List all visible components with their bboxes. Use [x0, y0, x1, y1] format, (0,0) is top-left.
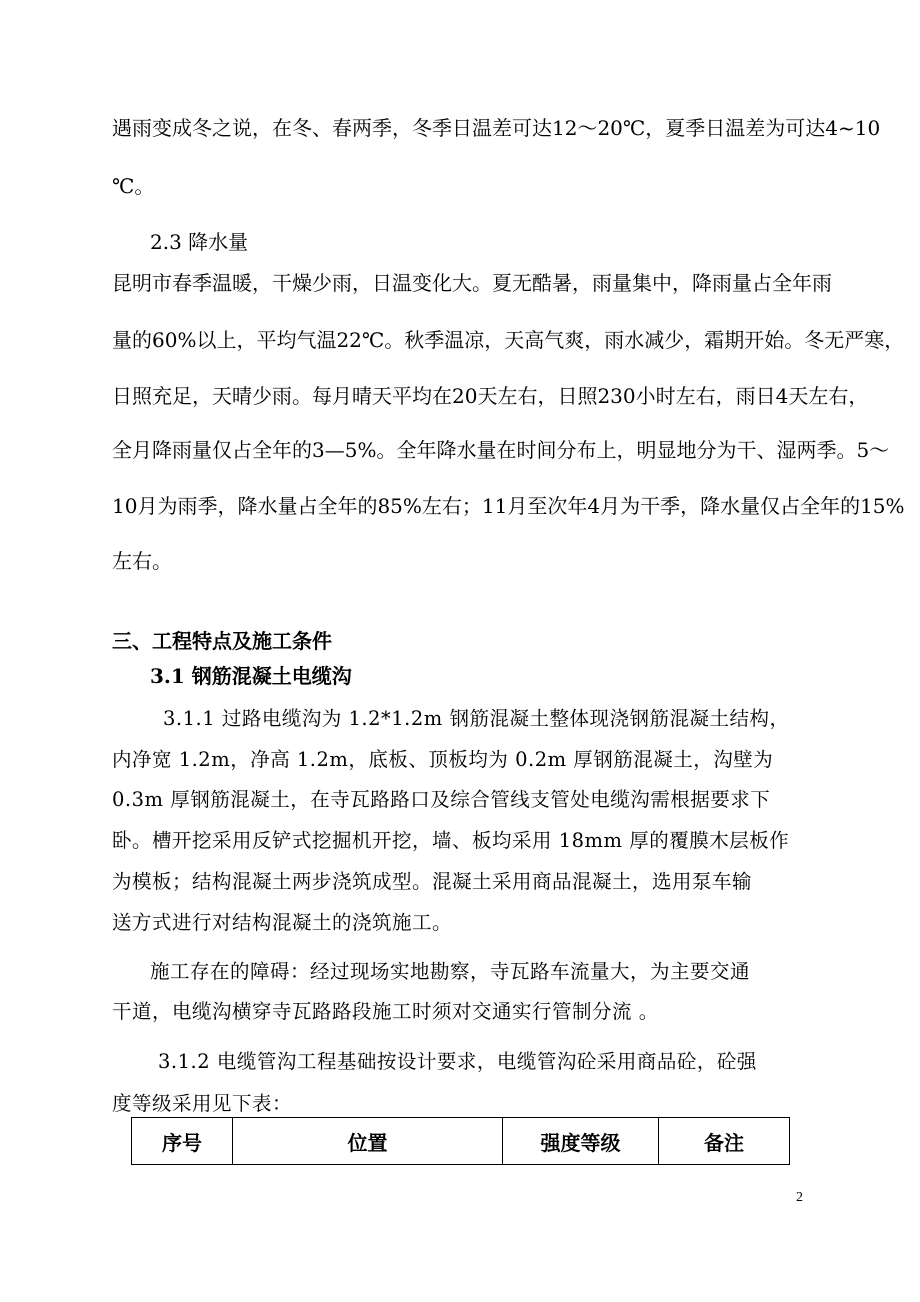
- section-heading-3: 三、工程特点及施工条件: [112, 629, 332, 653]
- paragraph-line: 施工存在的障碍：经过现场实地勘察，寺瓦路车流量大，为主要交通: [150, 960, 751, 983]
- paragraph-line: 卧。槽开挖采用反铲式挖掘机开挖，墙、板均采用 18mm 厚的覆膜木层板作: [112, 829, 790, 852]
- paragraph-line: 全月降雨量仅占全年的3—5%。全年降水量在时间分布上，明显地分为干、湿两季。5～: [112, 438, 890, 462]
- strength-grade-table: [131, 1117, 790, 1165]
- section-heading-3-1: 3.1 钢筋混凝土电缆沟: [150, 664, 352, 688]
- paragraph-line: 遇雨变成冬之说，在冬、春两季，冬季日温差可达12～20℃，夏季日温差为可达4~10: [112, 116, 881, 140]
- paragraph-line: 日照充足，天晴少雨。每月晴天平均在20天左右，日照230小时左右，雨日4天左右，: [112, 384, 869, 408]
- paragraph-line: 送方式进行对结构混凝土的浇筑施工。: [112, 911, 453, 934]
- paragraph-line: 量的60%以上，平均气温22℃。秋季温凉，天高气爽，雨水减少，霜期开始。冬无严寒，: [112, 328, 905, 352]
- paragraph-line: 左右。: [112, 549, 172, 573]
- table-header-cell: 序号: [132, 1118, 233, 1165]
- paragraph-line: 10月为雨季，降水量占全年的85%左右；11月至次年4月为干季，降水量仅占全年的15%: [112, 494, 905, 518]
- paragraph-line: 0.3m 厚钢筋混凝土，在寺瓦路路口及综合管线支管处电缆沟需根据要求下: [112, 788, 771, 811]
- table-header-row: [132, 1118, 790, 1165]
- paragraph-line: 为模板；结构混凝土两步浇筑成型。混凝土采用商品混凝土，选用泵车输: [112, 870, 753, 893]
- section-heading-2-3: 2.3 降水量: [150, 230, 249, 254]
- paragraph-line: 3.1.2 电缆管沟工程基础按设计要求，电缆管沟砼采用商品砼，砼强: [158, 1050, 757, 1073]
- paragraph-line: 度等级采用见下表：: [112, 1092, 293, 1115]
- table-header-cell: 强度等级: [503, 1118, 659, 1165]
- paragraph-line: ℃。: [112, 174, 155, 198]
- page-number: 2: [796, 1190, 803, 1205]
- table-header-cell: 备注: [659, 1118, 790, 1165]
- table-header-cell: 位置: [233, 1118, 503, 1165]
- paragraph-line: 3.1.1 过路电缆沟为 1.2*1.2m 钢筋混凝土整体现浇钢筋混凝土结构，: [163, 707, 790, 730]
- paragraph-line: 内净宽 1.2m，净高 1.2m，底板、顶板均为 0.2m 厚钢筋混凝土，沟壁为: [112, 748, 774, 771]
- paragraph-line: 干道，电缆沟横穿寺瓦路路段施工时须对交通实行管制分流 。: [112, 1000, 659, 1023]
- paragraph-line: 昆明市春季温暖，干燥少雨，日温变化大。夏无酷暑，雨量集中，降雨量占全年雨: [112, 271, 832, 295]
